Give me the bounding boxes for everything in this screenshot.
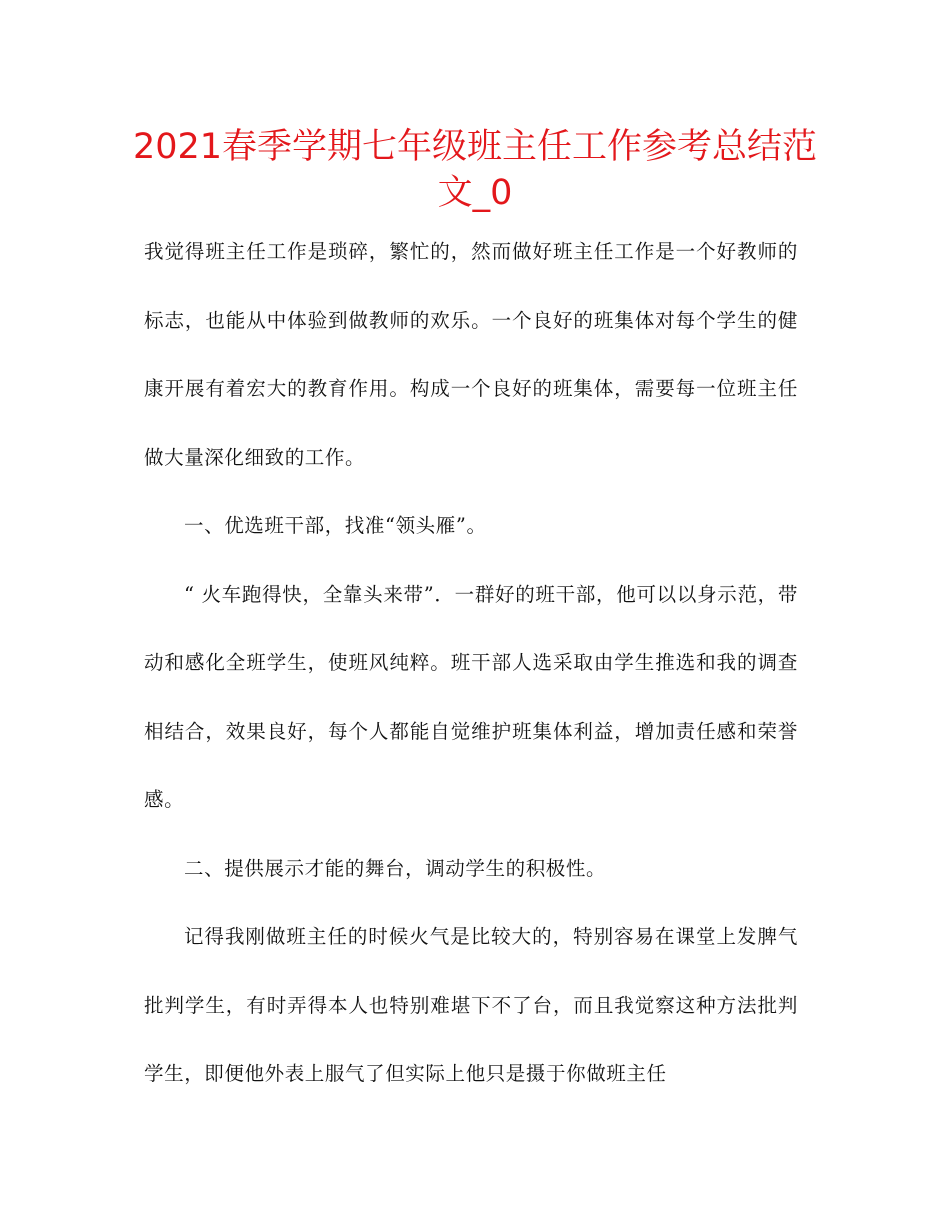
document-body: [144, 218, 798, 1109]
section-heading-1: 一、优选班干部，找准“领头雁”。: [184, 514, 487, 537]
section-2-paragraph: 记得我刚做班主任的时候火气是比较大的，特别容易在课堂上发脾气批判学生，有时弄得本人也特别难堪下不了台，而且我觉察这种方法批判学生，即便他外表上服气了但实际上他只是摄于你做班主任: [144, 925, 798, 1085]
intro-paragraph: 我觉得班主任工作是琐碎，繁忙的，然而做好班主任工作是一个好教师的标志，也能从中体验到做教师的欢乐。一个良好的班集体对每个学生的健康开展有着宏大的教育作用。构成一个良好的班集体，需要每一位班主任做大量深化细致的工作。: [144, 240, 798, 469]
section-1-paragraph: “ 火车跑得快，全靠头来带”．一群好的班干部，他可以以身示范，带动和感化全班学生，使班风纯粹。班干部人选采取由学生推选和我的调查相结合，效果良好，每个人都能自觉维护班集体利益，增加责任感和荣誉感。: [144, 582, 798, 811]
document-title: 2021春季学期七年级班主任工作参考总结范文_0: [132, 127, 818, 213]
section-heading-2: 二、提供展示才能的舞台，调动学生的积极性。: [184, 856, 607, 880]
